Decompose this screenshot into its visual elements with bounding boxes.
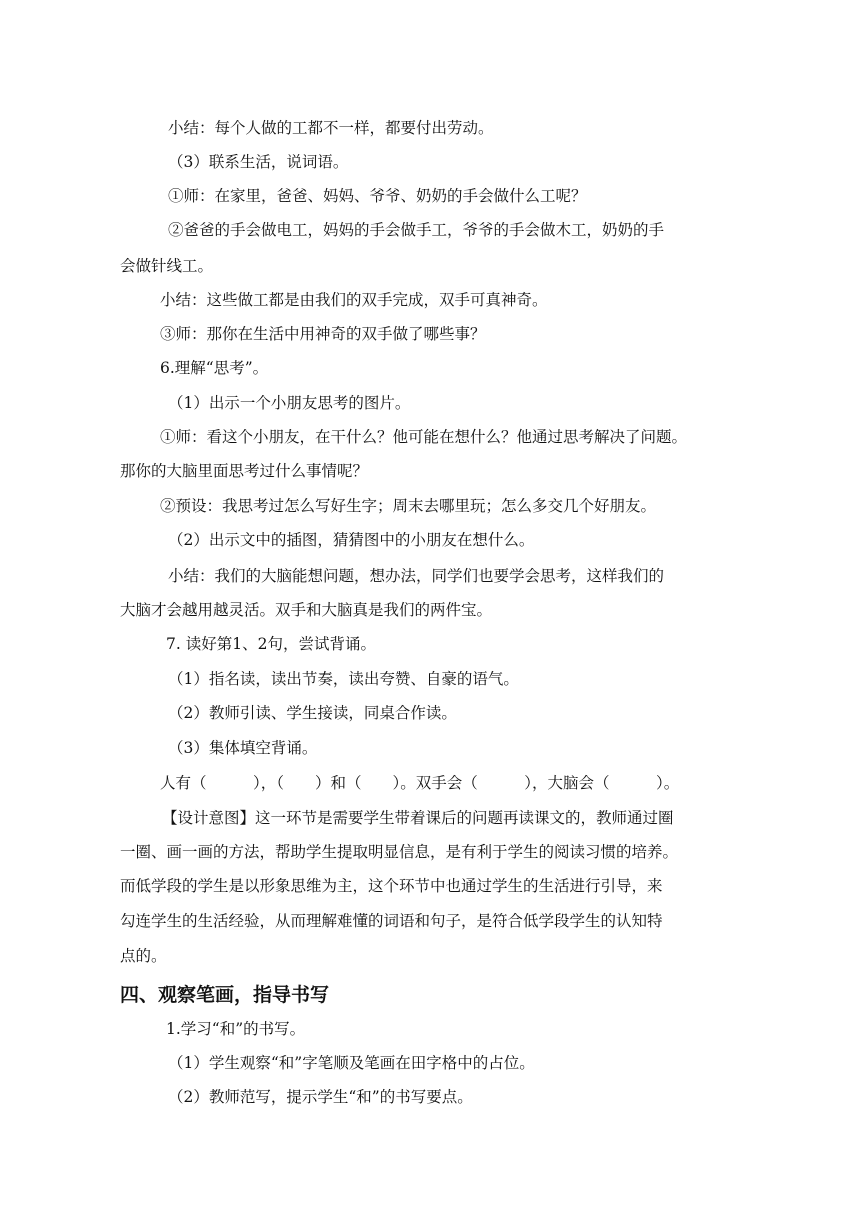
step-7-sub-3: （3）集体填空背诵。 [168,739,318,757]
step-7-sub-1: （1）指名读，读出节奏，读出夸赞、自豪的语气。 [168,670,519,688]
design-intent-line-2: 一圈、画一画的方法，帮助学生提取明显信息，是有利于学生的阅读习惯的培养。 [120,843,679,861]
summary-line-3-cont: 大脑才会越用越灵活。双手和大脑真是我们的两件宝。 [120,601,493,619]
step-1-sub-2: （2）教师范写，提示学生“和”的书写要点。 [168,1088,473,1106]
teacher-question-3-cont: 那你的大脑里面思考过什么事情呢？ [120,462,369,480]
design-intent-line-4: 勾连学生的生活经验，从而理解难懂的词语和句子，是符合低学段学生的认知特 [120,912,663,930]
summary-line-1: 小结：每个人做的工都不一样，都要付出劳动。 [168,119,494,137]
step-6: 6.理解“思考”。 [160,359,269,377]
summary-line-3: 小结：我们的大脑能想问题，想办法，同学们也要学会思考，这样我们的 [168,567,665,585]
step-1-sub-1: （1）学生观察“和”字笔顺及笔画在田字格中的占位。 [168,1054,535,1072]
answer-line-1: ②爸爸的手会做电工，妈妈的手会做手工，爷爷的手会做木工，奶奶的手 [168,221,665,239]
step-6-sub-2: （2）出示文中的插图，猜猜图中的小朋友在想什么。 [168,531,535,549]
section-heading: 四、观察笔画，指导书写 [120,984,330,1006]
teacher-question-2: ③师：那你在生活中用神奇的双手做了哪些事？ [160,325,486,343]
step-7: 7. 读好第1、2句，尝试背诵。 [166,635,376,653]
design-intent-line-5: 点的。 [120,947,167,965]
design-intent-line-3: 而低学段的学生是以形象思维为主，这个环节中也通过学生的生活进行引导，来 [120,877,663,895]
answer-line-2: 会做针线工。 [120,257,214,275]
step-1: 1.学习“和”的书写。 [166,1020,306,1038]
summary-line-2: 小结：这些做工都是由我们的双手完成，双手可真神奇。 [160,291,548,309]
teacher-question-3: ①师：看这个小朋友，在干什么？他可能在想什么？他通过思考解决了问题。 [160,428,688,446]
design-intent-line-1: 【设计意图】这一环节是需要学生带着课后的问题再读课文的，教师通过圈 [162,809,674,827]
step-7-sub-2: （2）教师引读、学生接读，同桌合作读。 [168,704,457,722]
teacher-question-1: ①师：在家里，爸爸、妈妈、爷爷、奶奶的手会做什么工呢？ [168,187,587,205]
fill-in-blank: 人有（ ），（ ）和（ ）。双手会（ ），大脑会（ ）。 [160,774,680,792]
preset-answer: ②预设：我思考过怎么写好生字；周末去哪里玩；怎么多交几个好朋友。 [160,497,657,515]
subpoint-3: （3）联系生活，说词语。 [168,153,349,171]
step-6-sub-1: （1）出示一个小朋友思考的图片。 [168,394,411,412]
